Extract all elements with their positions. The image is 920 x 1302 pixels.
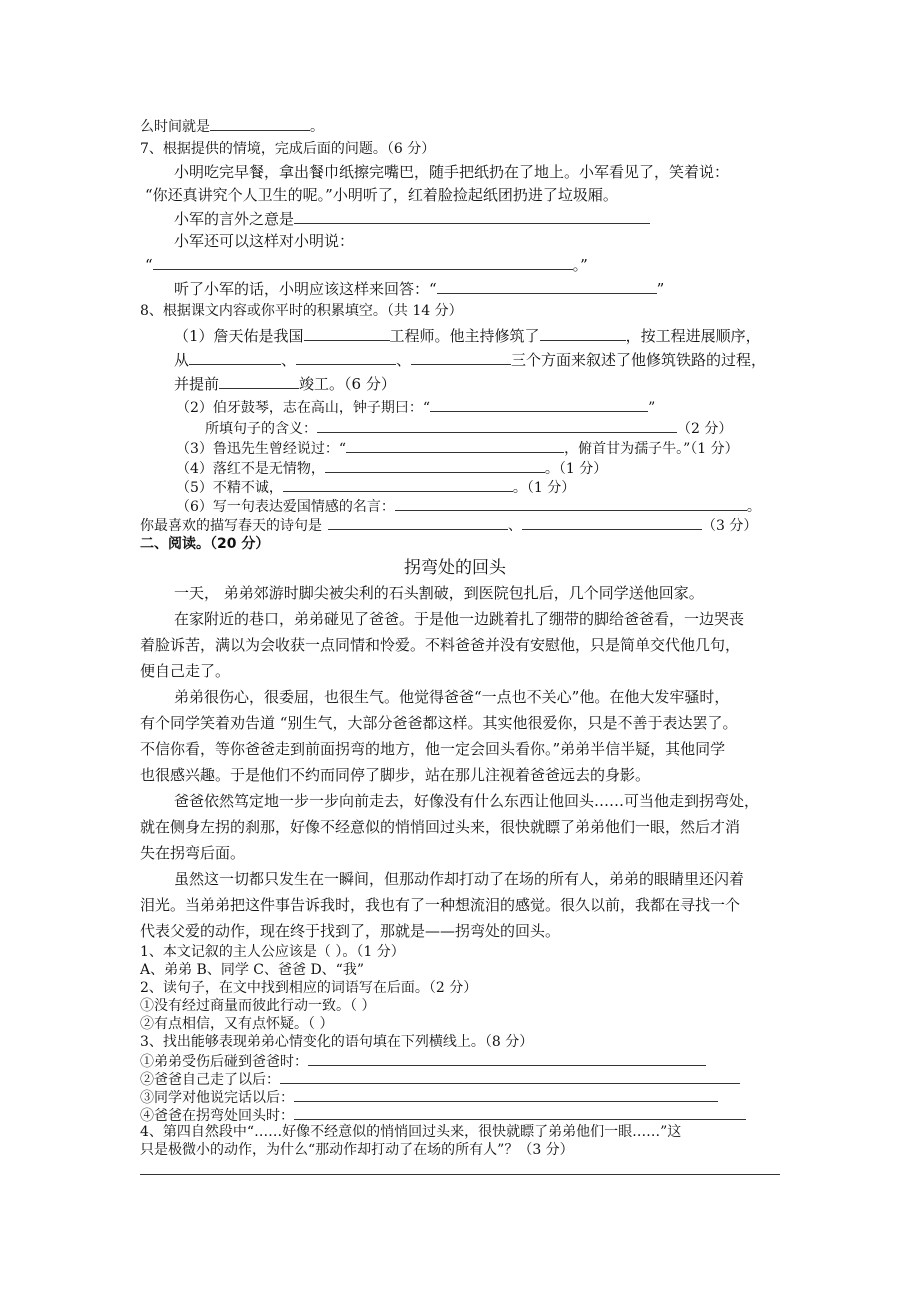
answer-blank[interactable]: [296, 350, 396, 365]
reading-question-3-item: [140, 1051, 706, 1071]
quote-mark: 。”: [572, 256, 588, 274]
question-text: 工程师。他主持修筑了: [389, 327, 540, 345]
story-paragraph: 着脸诉苦，满以为会收获一点同情和怜爱。不料爸爸并没有安慰他，只是简单交代他几句，: [140, 636, 741, 654]
reading-question-1: 1、本文记叙的主人公应该是（ ）。（1 分）: [140, 944, 405, 960]
question-7-part-b: 小军还可以这样对小明说：: [174, 232, 355, 250]
question-7-scenario-line: “你还真讲究个人卫生的呢。”小明听了，红着脸捡起纸团扔进了垃圾厢。: [145, 186, 618, 204]
reading-question-4: 4、第四自然段中“……好像不经意似的悄悄回过头来，很快就瞟了弟弟他们一眼……”这: [140, 1124, 682, 1140]
question-text: ①弟弟受伤后碰到爸爸时：: [140, 1054, 308, 1070]
question-text: ③同学对他说完话以后：: [140, 1090, 294, 1106]
answer-blank[interactable]: [294, 209, 650, 224]
quote-mark: ”: [648, 400, 656, 416]
reading-question-2: 2、读句子，在文中找到相应的词语写在后面。（2 分）: [140, 980, 478, 996]
question-8-item-5: [176, 477, 575, 497]
story-paragraph: 有个同学笑着劝告道 “别生气，大部分爸爸都这样。其实他很爱你，只是不善于表达罢了。: [140, 714, 738, 732]
story-paragraph: 代表父爱的动作，现在终于找到了，那就是——拐弯处的回头。: [140, 922, 561, 940]
reading-question-3-item: [140, 1105, 746, 1125]
answer-blank[interactable]: [280, 1069, 740, 1084]
question-text: 小军的言外之意是: [174, 210, 295, 228]
reading-question-2-item: ②有点相信，又有点怀疑。（ ）: [140, 1016, 334, 1032]
question-7-heading: 7、根据提供的情境，完成后面的问题。（6 分）: [140, 141, 436, 157]
question-7-scenario-line: 小明吃完早餐，拿出餐巾纸擦完嘴巴，随手把纸扔在了地上。小军看见了，笑着说：: [174, 163, 730, 181]
question-8-item-1: [174, 326, 761, 345]
question-text: （3 分）: [702, 518, 758, 534]
answer-blank[interactable]: [522, 515, 702, 530]
story-title: 拐弯处的回头: [404, 558, 506, 578]
question-8-heading: 8、根据课文内容或你平时的积累填空。（共 14 分）: [140, 303, 463, 319]
question-7-part-c: [174, 279, 664, 298]
story-paragraph: 泪光。当弟弟把这件事告诉我时，我也有了一种想流泪的感觉。很久以前，我都在寻找一个: [140, 896, 741, 914]
question-text: ④爸爸在拐弯处回头时：: [140, 1108, 294, 1124]
story-paragraph: 不信你看，等你爸爸走到前面拐弯的地方，他一定会回头看你。”弟弟半信半疑，其他同学: [140, 740, 726, 758]
answer-blank[interactable]: [294, 1087, 718, 1102]
question-text: 你最喜欢的描写春天的诗句是: [140, 518, 322, 534]
question-text: ②爸爸自己走了以后：: [140, 1072, 280, 1088]
answer-blank[interactable]: [346, 438, 564, 453]
reading-question-3: 3、找出能够表现弟弟心情变化的语句填在下列横线上。（8 分）: [140, 1034, 534, 1050]
answer-blank[interactable]: [153, 255, 573, 270]
question-text: 。: [310, 119, 324, 135]
question-text: （2）伯牙鼓琴，志在高山，钟子期曰：“: [176, 400, 431, 416]
answer-blank[interactable]: [437, 279, 657, 294]
story-paragraph: 爸爸依然笃定地一步一步向前走去，好像没有什么东西让他回头……可当他走到拐弯处，: [174, 792, 760, 810]
question-text: ，按工程进展顺序，: [625, 327, 761, 345]
question-text: （3）鲁迅先生曾经说过：“: [176, 441, 347, 457]
reading-question-2-item: ①没有经过商量而彼此行动一致。（ ）: [140, 998, 376, 1014]
question-text: （4）落红不是无情物，: [176, 461, 325, 477]
quote-mark: ”: [656, 280, 665, 298]
question-8-item-4: [176, 458, 607, 478]
question-8-item-2: [176, 397, 655, 417]
question-text: 。（1 分）: [544, 461, 608, 477]
question-8-item-6: [176, 496, 761, 516]
story-paragraph: 也很感兴趣。于是他们不约而同停了脚步，站在那儿注视着爸爸远去的身影。: [140, 766, 651, 784]
answer-blank[interactable]: [317, 418, 677, 433]
question-text: 、: [508, 518, 522, 534]
answer-blank[interactable]: [219, 374, 299, 389]
story-paragraph: 一天， 弟弟郊游时脚尖被尖利的石头割破，到医院包扎后，几个同学送他回家。: [174, 584, 704, 602]
story-paragraph: 失在拐弯后面。: [140, 844, 246, 862]
answer-blank[interactable]: [283, 477, 513, 492]
answer-blank[interactable]: [189, 350, 281, 365]
answer-blank[interactable]: [540, 326, 626, 341]
story-paragraph: 在家附近的巷口，弟弟碰见了爸爸。于是他一边跳着扎了绷带的脚给爸爸看，一边哭丧: [174, 610, 745, 628]
story-paragraph: 弟弟很伤心，很委屈，也很生气。他觉得爸爸“一点也不关心”他。在他大发牢骚时，: [174, 688, 730, 706]
question-text: （2 分）: [677, 421, 733, 437]
question-text: 么时间就是: [140, 119, 210, 135]
question-text: 所填句子的含义：: [205, 421, 317, 437]
question-text: （1）詹天佑是我国: [174, 327, 304, 345]
section-2-heading: 二、阅读。（20 分）: [140, 536, 270, 552]
question-text: （6）写一句表达爱国情感的名言：: [176, 499, 395, 515]
quote-mark: “: [145, 256, 153, 274]
question-8-item-7: [140, 515, 757, 535]
question-text: 听了小军的话，小明应该这样来回答：“: [174, 280, 437, 298]
answer-blank[interactable]: [294, 1105, 746, 1120]
answer-blank[interactable]: [411, 350, 511, 365]
question-text: 并提前: [174, 375, 220, 393]
story-paragraph: 便自己走了。: [140, 662, 231, 680]
question-7-part-a: [174, 209, 650, 228]
question-7-part-b-answer: [145, 255, 588, 274]
answer-blank[interactable]: [328, 515, 508, 530]
question-text: 。（1 分）: [512, 480, 576, 496]
reading-question-4-cont: 只是极微小的动作，为什么“那动作却打动了在场的所有人”？（3 分）: [140, 1142, 574, 1158]
answer-blank[interactable]: [210, 116, 310, 131]
question-text: 竣工。（6 分）: [299, 375, 396, 393]
question-text: 、: [281, 351, 297, 369]
answer-blank[interactable]: [430, 397, 648, 412]
answer-line: [140, 116, 324, 136]
question-8-item-2-meaning: [205, 418, 732, 438]
question-text: 。: [746, 499, 761, 515]
reading-question-3-item: [140, 1087, 718, 1107]
answer-line[interactable]: [140, 1174, 780, 1175]
question-8-item-3: [176, 438, 739, 458]
question-8-item-1-end: [174, 374, 396, 393]
reading-question-1-options: A、弟弟 B、同学 C、爸爸 D、“我”: [140, 962, 364, 978]
story-paragraph: 就在侧身左拐的刹那，好像不经意似的悄悄回过头来，很快就瞟了弟弟他们一眼，然后才消: [140, 818, 741, 836]
question-text: 三个方面来叙述了他修筑铁路的过程，: [511, 351, 767, 369]
answer-blank[interactable]: [395, 496, 747, 511]
answer-blank[interactable]: [325, 458, 545, 473]
answer-blank[interactable]: [308, 1051, 706, 1066]
question-text: （5）不精不诚，: [176, 480, 283, 496]
question-text: 从: [174, 351, 190, 369]
question-text: ，俯首甘为孺子牛。”（1 分）: [564, 441, 739, 457]
question-text: 、: [396, 351, 412, 369]
reading-question-3-item: [140, 1069, 740, 1089]
question-8-item-1-cont: [174, 350, 766, 369]
story-paragraph: 虽然这一切都只发生在一瞬间，但那动作却打动了在场的所有人，弟弟的眼睛里还闪着: [174, 870, 745, 888]
answer-blank[interactable]: [304, 326, 390, 341]
